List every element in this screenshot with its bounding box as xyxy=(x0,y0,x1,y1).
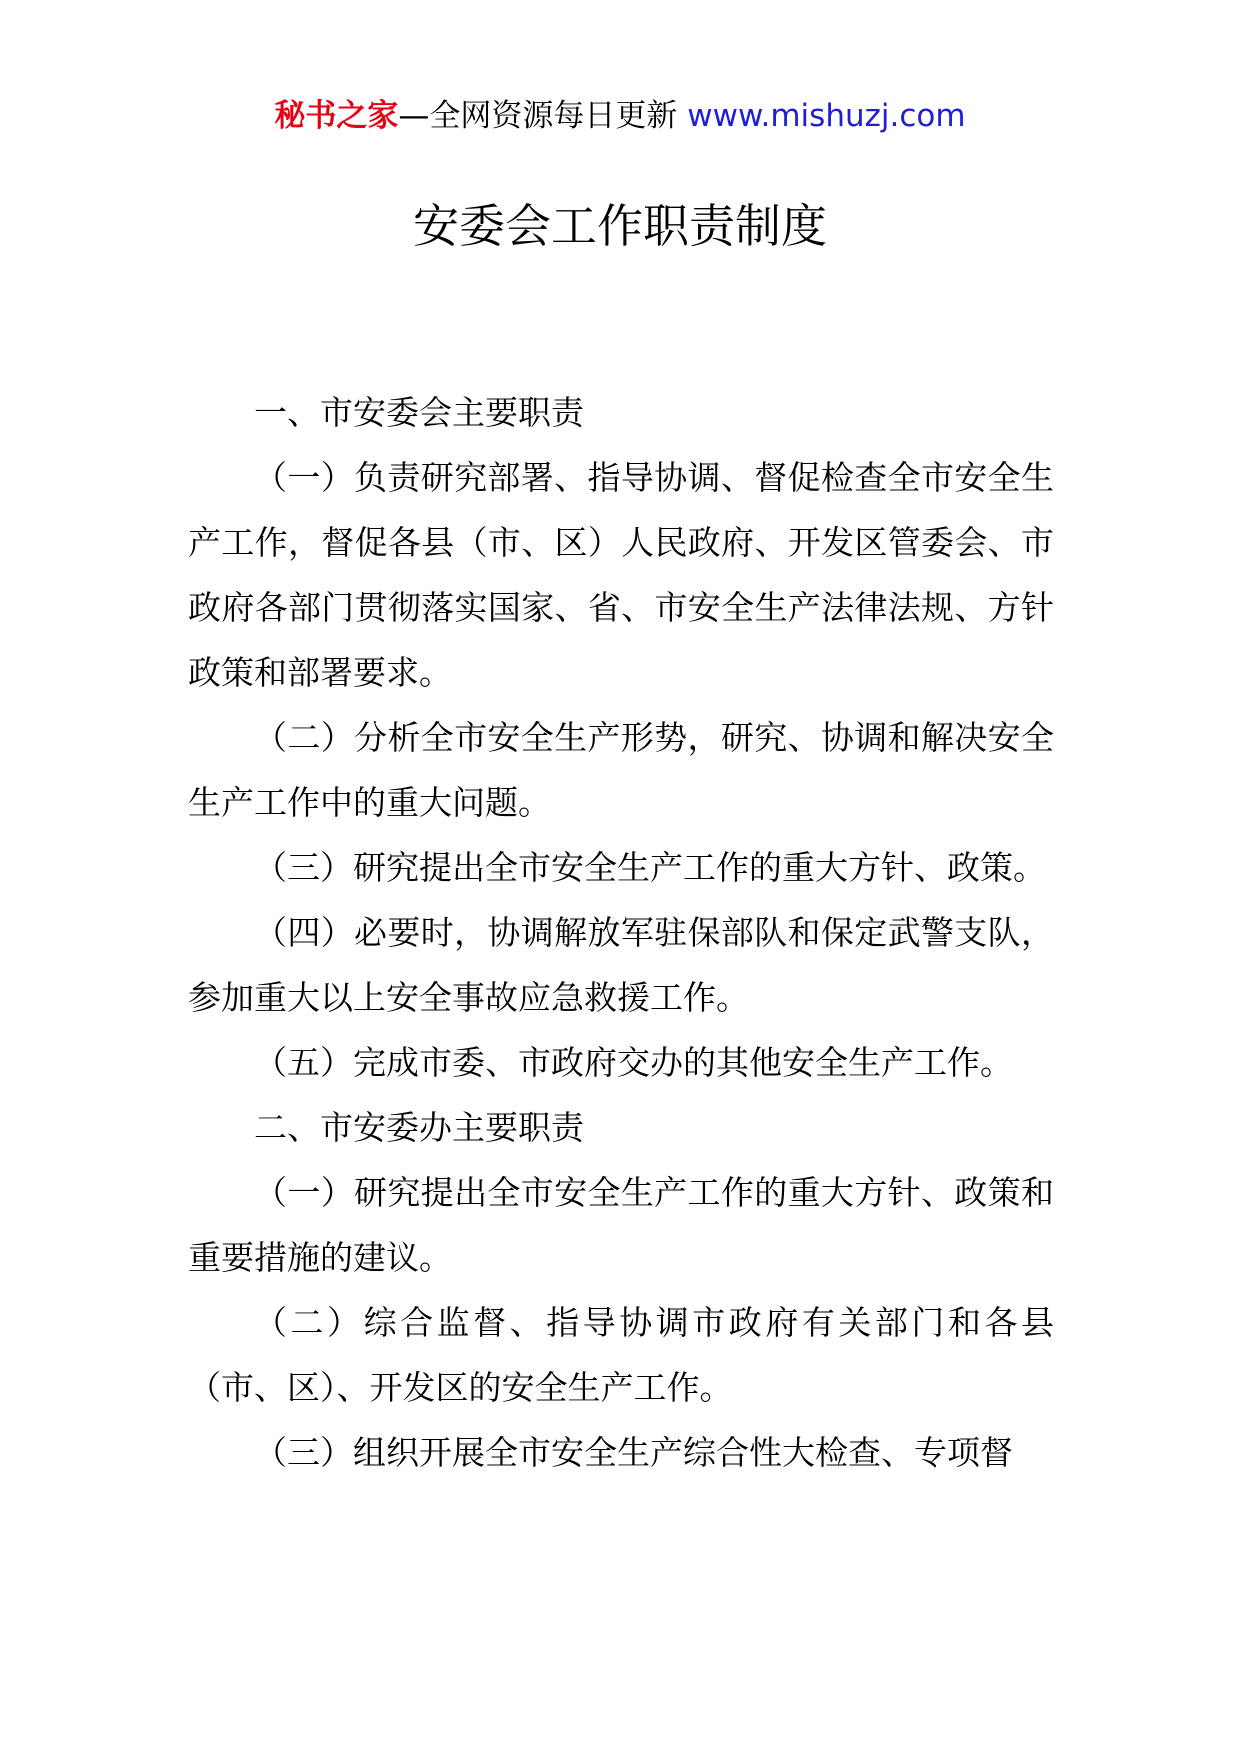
paragraph: （一）研究提出全市安全生产工作的重大方针、政策和重要措施的建议。 xyxy=(188,1173,1054,1277)
section-heading-2: 二、市安委办主要职责 xyxy=(254,1108,584,1147)
site-header xyxy=(0,96,1240,136)
site-url-link[interactable]: www.mishuzj.com xyxy=(687,98,966,134)
site-tagline: —全网资源每日更新 xyxy=(398,98,688,134)
section-heading-1: 一、市安委会主要职责 xyxy=(254,393,584,432)
paragraph: （四）必要时，协调解放军驻保部队和保定武警支队，参加重大以上安全事故应急救援工作。 xyxy=(188,913,1054,1017)
paragraph: （三）研究提出全市安全生产工作的重大方针、政策。 xyxy=(254,848,1046,887)
paragraph: （一）负责研究部署、指导协调、督促检查全市安全生产工作，督促各县（市、区）人民政府、开发区管委会、市政府各部门贯彻落实国家、省、市安全生产法律法规、方针政策和部署要求。 xyxy=(188,458,1054,692)
paragraph: （三）组织开展全市安全生产综合性大检查、专项督 xyxy=(254,1433,1013,1472)
paragraph: （五）完成市委、市政府交办的其他安全生产工作。 xyxy=(254,1043,1013,1082)
document-title: 安委会工作职责制度 xyxy=(413,199,827,253)
paragraph: （二）综合监督、指导协调市政府有关部门和各县（市、区）、开发区的安全生产工作。 xyxy=(188,1303,1054,1407)
site-brand: 秘书之家 xyxy=(274,98,399,134)
document-body xyxy=(188,380,1054,1485)
paragraph: （二）分析全市安全生产形势，研究、协调和解决安全生产工作中的重大问题。 xyxy=(188,718,1054,822)
